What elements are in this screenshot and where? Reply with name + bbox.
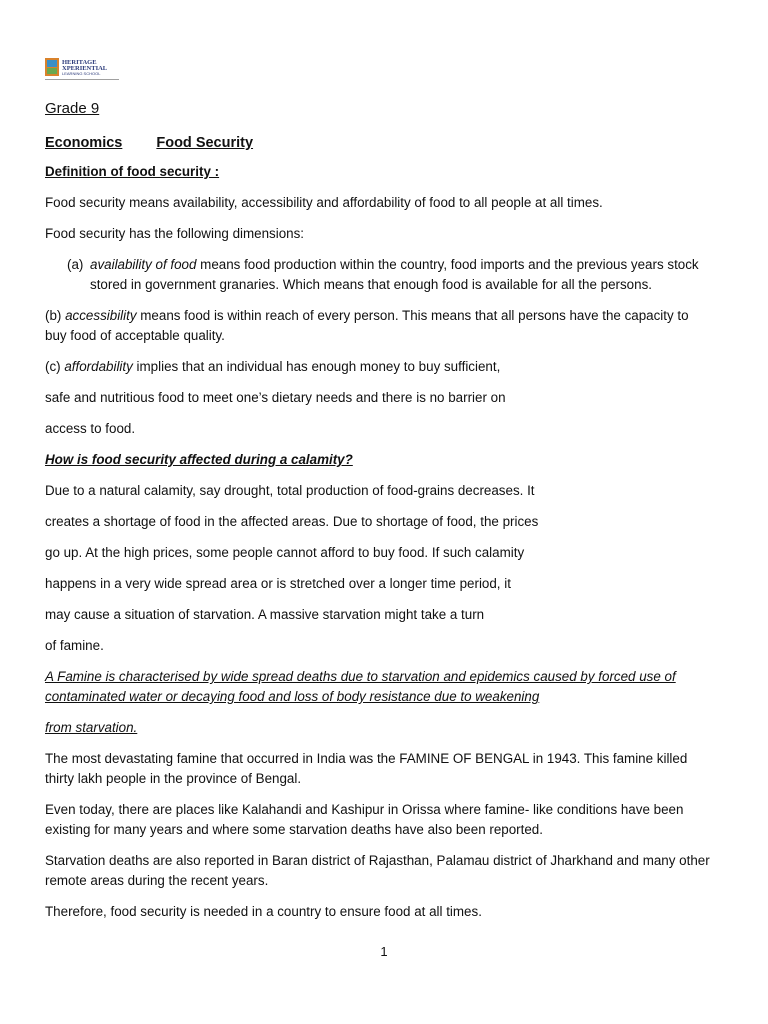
orissa-text: Even today, there are places like Kalahandi and Kashipur in Orissa where famine- like conditions have been existing for many years and where some starvation deaths have also been reported. [45, 802, 684, 837]
dimension-c-line-3: access to food. [45, 421, 136, 436]
calamity-line-2: creates a shortage of food in the affected areas. Due to shortage of food, the prices [45, 514, 539, 529]
school-logo-icon [45, 56, 123, 82]
grade-heading: Grade 9 [45, 100, 100, 117]
dimension-a-label: (a) [67, 257, 84, 272]
famine-definition-end: from starvation. [45, 720, 138, 735]
subject-heading [45, 133, 713, 153]
dimension-c-label: (c) [45, 359, 65, 374]
calamity-line-4: happens in a very wide spread area or is stretched over a longer time period, it [45, 576, 511, 591]
famine-definition: A Famine is characterised by wide spread deaths due to starvation and epidemics caused by forced use of contaminated water or decaying food and loss of body resistance due to weakening [45, 669, 676, 704]
dimension-b-term: accessibility [65, 308, 137, 323]
dimension-c [45, 357, 713, 377]
school-logo [45, 56, 123, 82]
calamity-line-6: of famine. [45, 638, 104, 653]
document-body [45, 98, 713, 933]
dimension-c-text: implies that an individual has enough money to buy sufficient, [132, 359, 501, 374]
logo-line-2: XPERIENTIAL [62, 65, 108, 72]
calamity-line-5: may cause a situation of starvation. A massive starvation might take a turn [45, 607, 485, 622]
dimension-a [45, 255, 713, 295]
calamity-heading: How is food security affected during a calamity? [45, 452, 353, 467]
logo-line-1: HERITAGE [62, 59, 97, 66]
dimensions-intro: Food security has the following dimensions: [45, 226, 305, 241]
dimension-b-text: means food is within reach of every person. This means that all persons have the capacity to buy food of acceptable quality. [45, 308, 689, 343]
dimension-c-line-2: safe and nutritious food to meet one’s dietary needs and there is no barrier on [45, 390, 506, 405]
bengal-famine-text: The most devastating famine that occurred in India was the FAMINE OF BENGAL in 1943. This famine killed thirty lakh people in the province of Bengal. [45, 751, 688, 786]
definition-text: Food security means availability, accessibility and affordability of food to all people at all times. [45, 195, 603, 210]
topic-label: Food Security [156, 135, 254, 151]
definition-heading: Definition of food security : [45, 164, 220, 179]
subject-label: Economics [45, 135, 123, 151]
calamity-line-3: go up. At the high prices, some people cannot afford to buy food. If such calamity [45, 545, 525, 560]
dimension-c-term: affordability [64, 359, 133, 374]
calamity-line-1: Due to a natural calamity, say drought, total production of food-grains decreases. It [45, 483, 535, 498]
dimension-a-term: availability of food [90, 257, 197, 272]
rajasthan-text: Starvation deaths are also reported in Baran district of Rajasthan, Palamau district of Jharkhand and many other remote areas during the recent years. [45, 853, 710, 888]
dimension-b-label: (b) [45, 308, 66, 323]
logo-line-3: LEARNING SCHOOL [62, 71, 101, 76]
page-number: 1 [380, 944, 388, 959]
dimension-a-text: means food production within the country, food imports and the previous years stock stored in government granaries. Which means that enough food is available for all the persons. [90, 257, 699, 292]
conclusion-text: Therefore, food security is needed in a country to ensure food at all times. [45, 904, 482, 919]
dimension-b [45, 306, 713, 346]
